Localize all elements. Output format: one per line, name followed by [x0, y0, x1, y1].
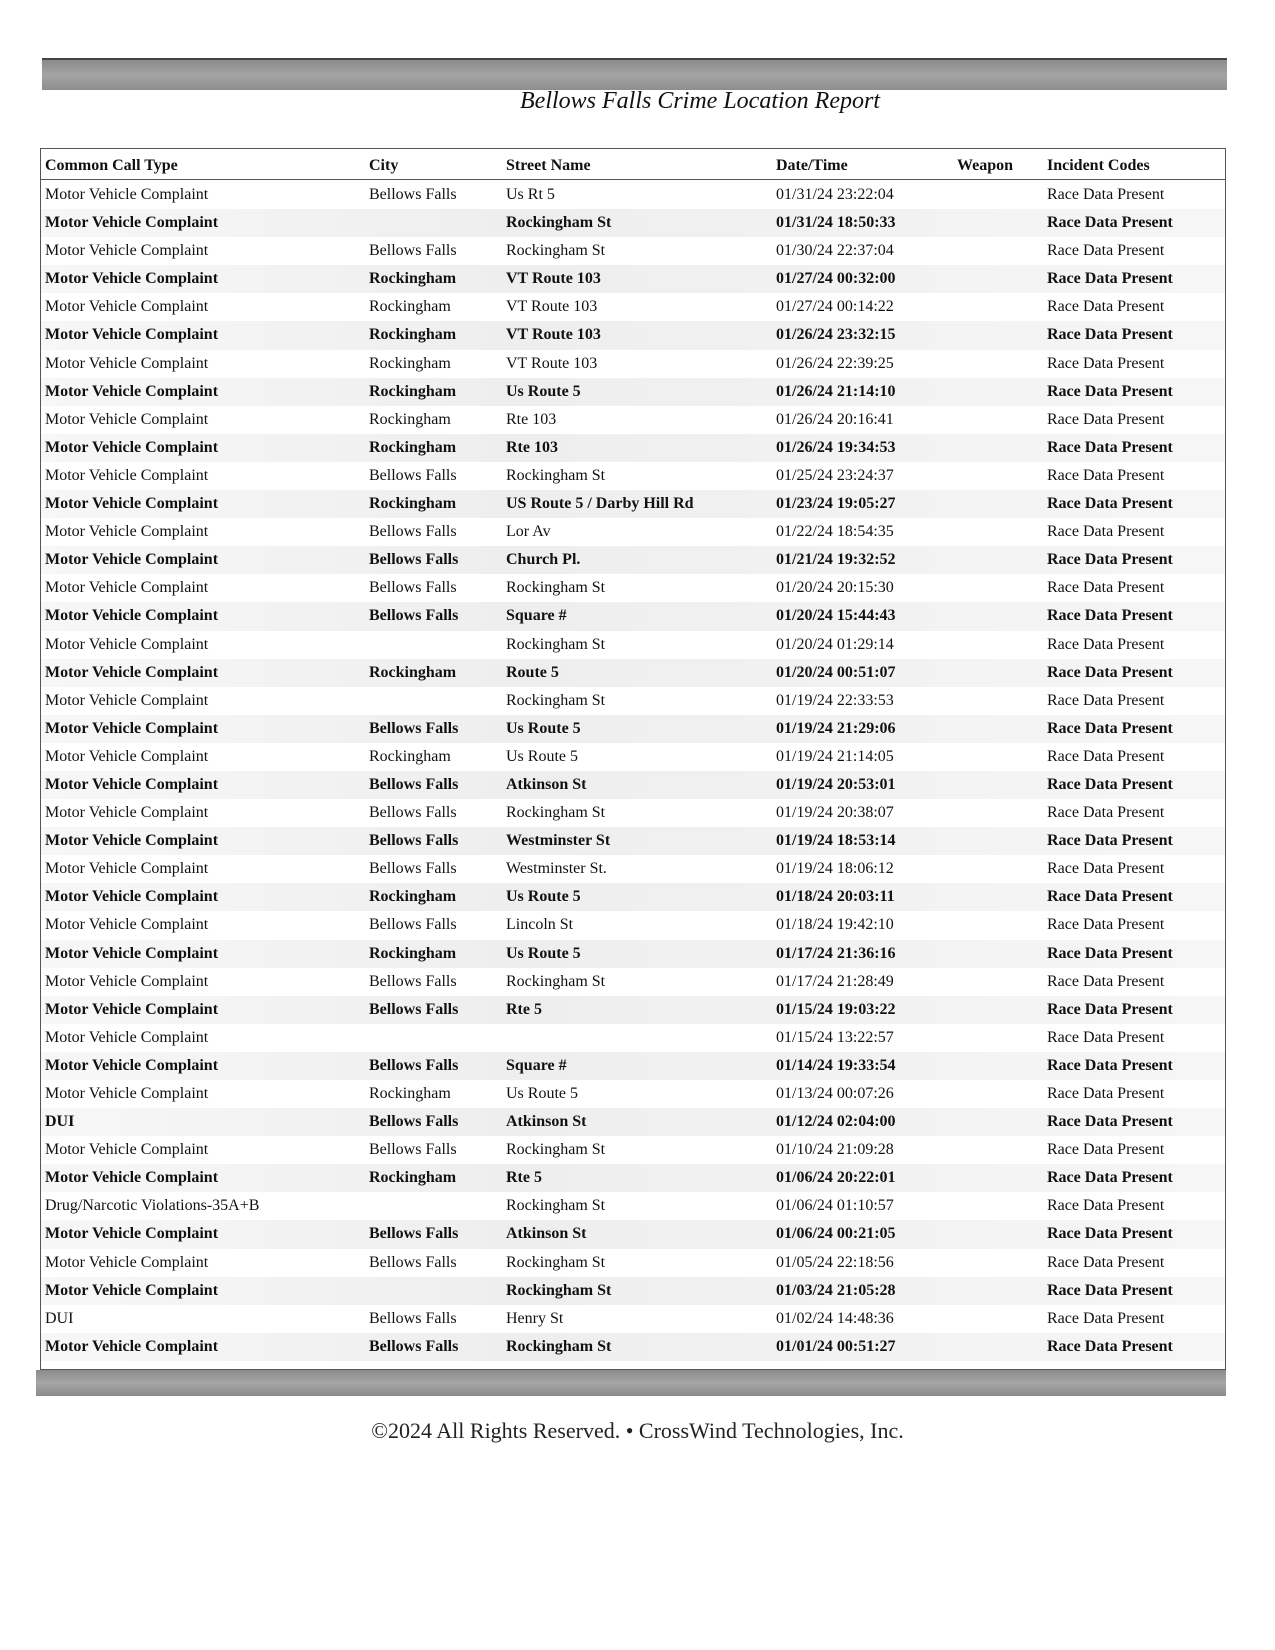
cell-call-type: Motor Vehicle Complaint [45, 466, 209, 484]
cell-incident-codes: Race Data Present [1047, 804, 1165, 822]
cell-incident-codes: Race Data Present [1047, 691, 1165, 709]
table-row [41, 1052, 1225, 1080]
table-row [41, 659, 1225, 687]
table-row [41, 602, 1225, 630]
table-row [41, 321, 1225, 349]
cell-call-type: Motor Vehicle Complaint [45, 354, 209, 372]
cell-call-type: Motor Vehicle Complaint [45, 719, 219, 737]
cell-street: Rockingham St [506, 635, 606, 653]
table-row [41, 434, 1225, 462]
cell-incident-codes: Race Data Present [1047, 326, 1173, 344]
cell-street: Atkinson St [506, 1225, 587, 1243]
cell-call-type: Motor Vehicle Complaint [45, 382, 219, 400]
cell-street: VT Route 103 [506, 354, 598, 372]
table-row [41, 350, 1225, 378]
cell-incident-codes: Race Data Present [1047, 1056, 1173, 1074]
cell-street: Lor Av [506, 523, 551, 541]
table-row [41, 855, 1225, 883]
cell-datetime: 01/05/24 22:18:56 [776, 1253, 894, 1271]
cell-street: Atkinson St [506, 1113, 587, 1131]
table-row [41, 968, 1225, 996]
cell-datetime: 01/26/24 21:14:10 [776, 382, 896, 400]
footer-bar [36, 1370, 1226, 1396]
cell-city: Rockingham [369, 495, 457, 513]
cell-city: Rockingham [369, 382, 457, 400]
cell-street: Westminster St [506, 832, 611, 850]
cell-street: VT Route 103 [506, 298, 598, 316]
cell-city: Rockingham [369, 944, 457, 962]
cell-city: Bellows Falls [369, 775, 459, 793]
cell-incident-codes: Race Data Present [1047, 1253, 1165, 1271]
cell-street: Us Route 5 [506, 719, 581, 737]
table-row [41, 1164, 1225, 1192]
cell-city: Bellows Falls [369, 832, 459, 850]
cell-call-type: Motor Vehicle Complaint [45, 1000, 219, 1018]
cell-city: Rockingham [369, 298, 451, 316]
cell-datetime: 01/19/24 20:38:07 [776, 804, 894, 822]
table-row [41, 911, 1225, 939]
cell-city: Rockingham [369, 270, 457, 288]
header-incident-codes: Incident Codes [1047, 157, 1150, 174]
cell-city: Rockingham [369, 747, 451, 765]
cell-incident-codes: Race Data Present [1047, 747, 1165, 765]
cell-street: Square # [506, 607, 567, 625]
cell-city: Bellows Falls [369, 804, 457, 822]
cell-city: Bellows Falls [369, 1056, 459, 1074]
cell-call-type: Motor Vehicle Complaint [45, 804, 209, 822]
cell-city: Bellows Falls [369, 186, 457, 203]
header-weapon: Weapon [957, 157, 1014, 174]
table-row [41, 181, 1225, 209]
cell-call-type: Motor Vehicle Complaint [45, 1253, 209, 1271]
cell-incident-codes: Race Data Present [1047, 438, 1173, 456]
cell-street: Rockingham St [506, 466, 606, 484]
cell-incident-codes: Race Data Present [1047, 466, 1165, 484]
company-name: CrossWind Technologies, Inc. [638, 1418, 904, 1443]
cell-datetime: 01/12/24 02:04:00 [776, 1113, 896, 1131]
cell-city: Bellows Falls [369, 1337, 459, 1355]
table-row [41, 715, 1225, 743]
table-header [41, 149, 1225, 180]
cell-incident-codes: Race Data Present [1047, 916, 1165, 934]
cell-call-type: Motor Vehicle Complaint [45, 607, 219, 625]
cell-street: Us Route 5 [506, 382, 581, 400]
cell-datetime: 01/18/24 19:42:10 [776, 916, 894, 934]
cell-datetime: 01/25/24 23:24:37 [776, 466, 894, 484]
cell-street: Us Rt 5 [506, 186, 555, 203]
cell-datetime: 01/31/24 23:22:04 [776, 186, 894, 203]
table-row [41, 378, 1225, 406]
cell-city: Rockingham [369, 663, 457, 681]
cell-city: Bellows Falls [369, 719, 459, 737]
cell-incident-codes: Race Data Present [1047, 410, 1165, 428]
cell-incident-codes: Race Data Present [1047, 1337, 1173, 1355]
cell-datetime: 01/19/24 21:29:06 [776, 719, 896, 737]
cell-street: Rte 5 [506, 1169, 542, 1187]
table-row [41, 1220, 1225, 1248]
table-row [41, 799, 1225, 827]
cell-datetime: 01/13/24 00:07:26 [776, 1085, 894, 1102]
cell-city: Rockingham [369, 888, 457, 906]
cell-street: Rockingham St [506, 242, 606, 260]
footer [0, 1418, 1275, 1444]
cell-call-type: Motor Vehicle Complaint [45, 551, 219, 569]
table-row [41, 631, 1225, 659]
cell-street: Henry St [506, 1309, 564, 1327]
cell-datetime: 01/26/24 23:32:15 [776, 326, 896, 344]
cell-datetime: 01/30/24 22:37:04 [776, 242, 894, 260]
cell-call-type: Motor Vehicle Complaint [45, 1225, 219, 1243]
cell-incident-codes: Race Data Present [1047, 1169, 1173, 1187]
table-row [41, 1249, 1225, 1277]
cell-datetime: 01/06/24 00:21:05 [776, 1225, 896, 1243]
cell-call-type: Motor Vehicle Complaint [45, 1141, 209, 1159]
cell-datetime: 01/17/24 21:28:49 [776, 972, 894, 990]
table-row [41, 209, 1225, 237]
table-row [41, 293, 1225, 321]
cell-city: Rockingham [369, 1169, 457, 1187]
table-row [41, 490, 1225, 518]
cell-call-type: Motor Vehicle Complaint [45, 438, 219, 456]
cell-call-type: Motor Vehicle Complaint [45, 242, 209, 260]
header-street: Street Name [506, 157, 591, 174]
cell-call-type: Motor Vehicle Complaint [45, 888, 219, 906]
cell-city: Bellows Falls [369, 1113, 459, 1131]
cell-incident-codes: Race Data Present [1047, 607, 1173, 625]
cell-city: Bellows Falls [369, 607, 459, 625]
cell-incident-codes: Race Data Present [1047, 1197, 1165, 1215]
cell-city: Rockingham [369, 1085, 451, 1102]
cell-call-type: Motor Vehicle Complaint [45, 691, 209, 709]
cell-call-type: Motor Vehicle Complaint [45, 523, 209, 541]
cell-call-type: Motor Vehicle Complaint [45, 1028, 209, 1046]
cell-street: Us Route 5 [506, 747, 578, 765]
cell-incident-codes: Race Data Present [1047, 270, 1173, 288]
cell-incident-codes: Race Data Present [1047, 1085, 1165, 1102]
cell-city: Bellows Falls [369, 1253, 457, 1271]
cell-incident-codes: Race Data Present [1047, 832, 1173, 850]
cell-datetime: 01/03/24 21:05:28 [776, 1281, 896, 1299]
cell-city: Rockingham [369, 410, 451, 428]
cell-datetime: 01/06/24 01:10:57 [776, 1197, 894, 1215]
cell-datetime: 01/27/24 00:32:00 [776, 270, 896, 288]
cell-city: Bellows Falls [369, 972, 457, 990]
table-row [41, 687, 1225, 715]
cell-street: Us Route 5 [506, 888, 581, 906]
cell-call-type: Motor Vehicle Complaint [45, 860, 209, 878]
cell-call-type: Motor Vehicle Complaint [45, 635, 209, 653]
cell-call-type: DUI [45, 1113, 75, 1131]
cell-street: Rockingham St [506, 804, 606, 822]
cell-street: Rte 103 [506, 410, 557, 428]
cell-call-type: Motor Vehicle Complaint [45, 747, 209, 765]
cell-call-type: Motor Vehicle Complaint [45, 916, 209, 934]
cell-incident-codes: Race Data Present [1047, 242, 1165, 260]
table-row [41, 743, 1225, 771]
header-datetime: Date/Time [776, 157, 848, 174]
table-row [41, 546, 1225, 574]
cell-street: Route 5 [506, 663, 559, 681]
cell-street: Rockingham St [506, 1337, 612, 1355]
table-row [41, 1080, 1225, 1108]
cell-incident-codes: Race Data Present [1047, 382, 1173, 400]
cell-street: Rte 103 [506, 438, 558, 456]
cell-call-type: Motor Vehicle Complaint [45, 832, 219, 850]
cell-city: Bellows Falls [369, 523, 457, 541]
cell-incident-codes: Race Data Present [1047, 635, 1165, 653]
cell-datetime: 01/19/24 21:14:05 [776, 747, 894, 765]
cell-street: VT Route 103 [506, 270, 601, 288]
cell-call-type: Motor Vehicle Complaint [45, 972, 209, 990]
cell-incident-codes: Race Data Present [1047, 579, 1165, 597]
cell-street: VT Route 103 [506, 326, 601, 344]
cell-incident-codes: Race Data Present [1047, 298, 1165, 316]
cell-incident-codes: Race Data Present [1047, 495, 1173, 513]
cell-incident-codes: Race Data Present [1047, 1309, 1165, 1327]
cell-datetime: 01/27/24 00:14:22 [776, 298, 894, 316]
cell-incident-codes: Race Data Present [1047, 1225, 1173, 1243]
table-row [41, 1192, 1225, 1220]
cell-datetime: 01/06/24 20:22:01 [776, 1169, 896, 1187]
table-body [41, 181, 1225, 1361]
cell-call-type: Motor Vehicle Complaint [45, 663, 219, 681]
cell-datetime: 01/23/24 19:05:27 [776, 495, 896, 513]
table-row [41, 1305, 1225, 1333]
table-row [41, 237, 1225, 265]
cell-city: Bellows Falls [369, 466, 457, 484]
table-row [41, 462, 1225, 490]
table-row [41, 996, 1225, 1024]
cell-street: Rockingham St [506, 1253, 606, 1271]
cell-datetime: 01/26/24 22:39:25 [776, 354, 894, 372]
cell-incident-codes: Race Data Present [1047, 860, 1165, 878]
table-row [41, 1277, 1225, 1305]
cell-datetime: 01/18/24 20:03:11 [776, 888, 895, 906]
cell-street: Us Route 5 [506, 944, 581, 962]
cell-call-type: Motor Vehicle Complaint [45, 775, 219, 793]
cell-incident-codes: Race Data Present [1047, 775, 1173, 793]
header-call-type: Common Call Type [45, 157, 178, 174]
cell-datetime: 01/22/24 18:54:35 [776, 523, 894, 541]
table-row [41, 574, 1225, 602]
cell-call-type: DUI [45, 1309, 74, 1327]
header-city: City [369, 157, 399, 174]
cell-street: Rockingham St [506, 214, 612, 232]
table-row [41, 771, 1225, 799]
footer-separator: • [625, 1418, 634, 1443]
cell-incident-codes: Race Data Present [1047, 523, 1165, 541]
cell-incident-codes: Race Data Present [1047, 719, 1173, 737]
cell-street: Rockingham St [506, 1197, 606, 1215]
cell-call-type: Motor Vehicle Complaint [45, 495, 219, 513]
cell-street: Us Route 5 [506, 1085, 578, 1102]
cell-incident-codes: Race Data Present [1047, 1028, 1165, 1046]
cell-city: Rockingham [369, 438, 457, 456]
cell-city: Bellows Falls [369, 1000, 459, 1018]
table-row [41, 265, 1225, 293]
cell-datetime: 01/19/24 22:33:53 [776, 691, 894, 709]
cell-city: Bellows Falls [369, 551, 459, 569]
cell-datetime: 01/01/24 00:51:27 [776, 1337, 896, 1355]
copyright-text: ©2024 All Rights Reserved. [371, 1418, 621, 1443]
cell-call-type: Motor Vehicle Complaint [45, 1169, 219, 1187]
table-row [41, 827, 1225, 855]
cell-datetime: 01/21/24 19:32:52 [776, 551, 896, 569]
cell-street: US Route 5 / Darby Hill Rd [506, 495, 694, 513]
table-row [41, 940, 1225, 968]
cell-incident-codes: Race Data Present [1047, 888, 1173, 906]
cell-datetime: 01/19/24 18:06:12 [776, 860, 894, 878]
cell-street: Square # [506, 1056, 567, 1074]
cell-call-type: Motor Vehicle Complaint [45, 186, 209, 203]
cell-city: Rockingham [369, 354, 451, 372]
cell-street: Lincoln St [506, 916, 574, 934]
cell-city: Bellows Falls [369, 1225, 459, 1243]
cell-datetime: 01/26/24 19:34:53 [776, 438, 896, 456]
cell-datetime: 01/31/24 18:50:33 [776, 214, 896, 232]
cell-incident-codes: Race Data Present [1047, 944, 1173, 962]
cell-city: Bellows Falls [369, 916, 457, 934]
report-table [40, 148, 1226, 1370]
cell-incident-codes: Race Data Present [1047, 354, 1165, 372]
cell-datetime: 01/15/24 13:22:57 [776, 1028, 894, 1046]
cell-street: Atkinson St [506, 775, 587, 793]
table-row [41, 406, 1225, 434]
cell-street: Church Pl. [506, 551, 581, 569]
cell-datetime: 01/14/24 19:33:54 [776, 1056, 896, 1074]
cell-street: Rockingham St [506, 1141, 606, 1159]
cell-street: Rockingham St [506, 579, 606, 597]
cell-datetime: 01/20/24 15:44:43 [776, 607, 896, 625]
cell-datetime: 01/20/24 20:15:30 [776, 579, 894, 597]
cell-datetime: 01/19/24 18:53:14 [776, 832, 896, 850]
cell-street: Rockingham St [506, 1281, 612, 1299]
cell-incident-codes: Race Data Present [1047, 1281, 1173, 1299]
cell-incident-codes: Race Data Present [1047, 186, 1165, 203]
cell-incident-codes: Race Data Present [1047, 1113, 1173, 1131]
cell-call-type: Motor Vehicle Complaint [45, 214, 219, 232]
table-row [41, 1333, 1225, 1361]
cell-street: Rte 5 [506, 1000, 542, 1018]
table-row [41, 518, 1225, 546]
cell-city: Bellows Falls [369, 579, 457, 597]
cell-call-type: Motor Vehicle Complaint [45, 326, 219, 344]
cell-city: Bellows Falls [369, 242, 457, 260]
cell-call-type: Motor Vehicle Complaint [45, 1281, 219, 1299]
cell-datetime: 01/19/24 20:53:01 [776, 775, 896, 793]
cell-city: Bellows Falls [369, 1309, 457, 1327]
cell-call-type: Motor Vehicle Complaint [45, 579, 209, 597]
cell-datetime: 01/20/24 00:51:07 [776, 663, 896, 681]
table-row [41, 883, 1225, 911]
cell-incident-codes: Race Data Present [1047, 551, 1173, 569]
cell-city: Bellows Falls [369, 860, 457, 878]
cell-street: Rockingham St [506, 691, 606, 709]
cell-call-type: Motor Vehicle Complaint [45, 1337, 219, 1355]
cell-incident-codes: Race Data Present [1047, 1141, 1165, 1159]
cell-datetime: 01/10/24 21:09:28 [776, 1141, 894, 1159]
cell-datetime: 01/17/24 21:36:16 [776, 944, 896, 962]
cell-call-type: Motor Vehicle Complaint [45, 944, 219, 962]
cell-incident-codes: Race Data Present [1047, 1000, 1173, 1018]
cell-street: Rockingham St [506, 972, 606, 990]
cell-call-type: Motor Vehicle Complaint [45, 1085, 209, 1102]
cell-street: Westminster St. [506, 860, 607, 878]
table-row [41, 1136, 1225, 1164]
cell-city: Rockingham [369, 326, 457, 344]
cell-datetime: 01/02/24 14:48:36 [776, 1309, 894, 1327]
header-bar [42, 58, 1227, 90]
cell-call-type: Drug/Narcotic Violations-35A+B [45, 1197, 260, 1215]
cell-call-type: Motor Vehicle Complaint [45, 270, 219, 288]
cell-city: Bellows Falls [369, 1141, 457, 1159]
cell-call-type: Motor Vehicle Complaint [45, 298, 209, 316]
cell-incident-codes: Race Data Present [1047, 214, 1173, 232]
table-row [41, 1024, 1225, 1052]
cell-datetime: 01/15/24 19:03:22 [776, 1000, 896, 1018]
cell-datetime: 01/26/24 20:16:41 [776, 410, 894, 428]
cell-incident-codes: Race Data Present [1047, 663, 1173, 681]
cell-call-type: Motor Vehicle Complaint [45, 1056, 219, 1074]
cell-datetime: 01/20/24 01:29:14 [776, 635, 894, 653]
report-title: Bellows Falls Crime Location Report [520, 88, 880, 114]
table-row [41, 1108, 1225, 1136]
cell-call-type: Motor Vehicle Complaint [45, 410, 209, 428]
cell-incident-codes: Race Data Present [1047, 972, 1165, 990]
